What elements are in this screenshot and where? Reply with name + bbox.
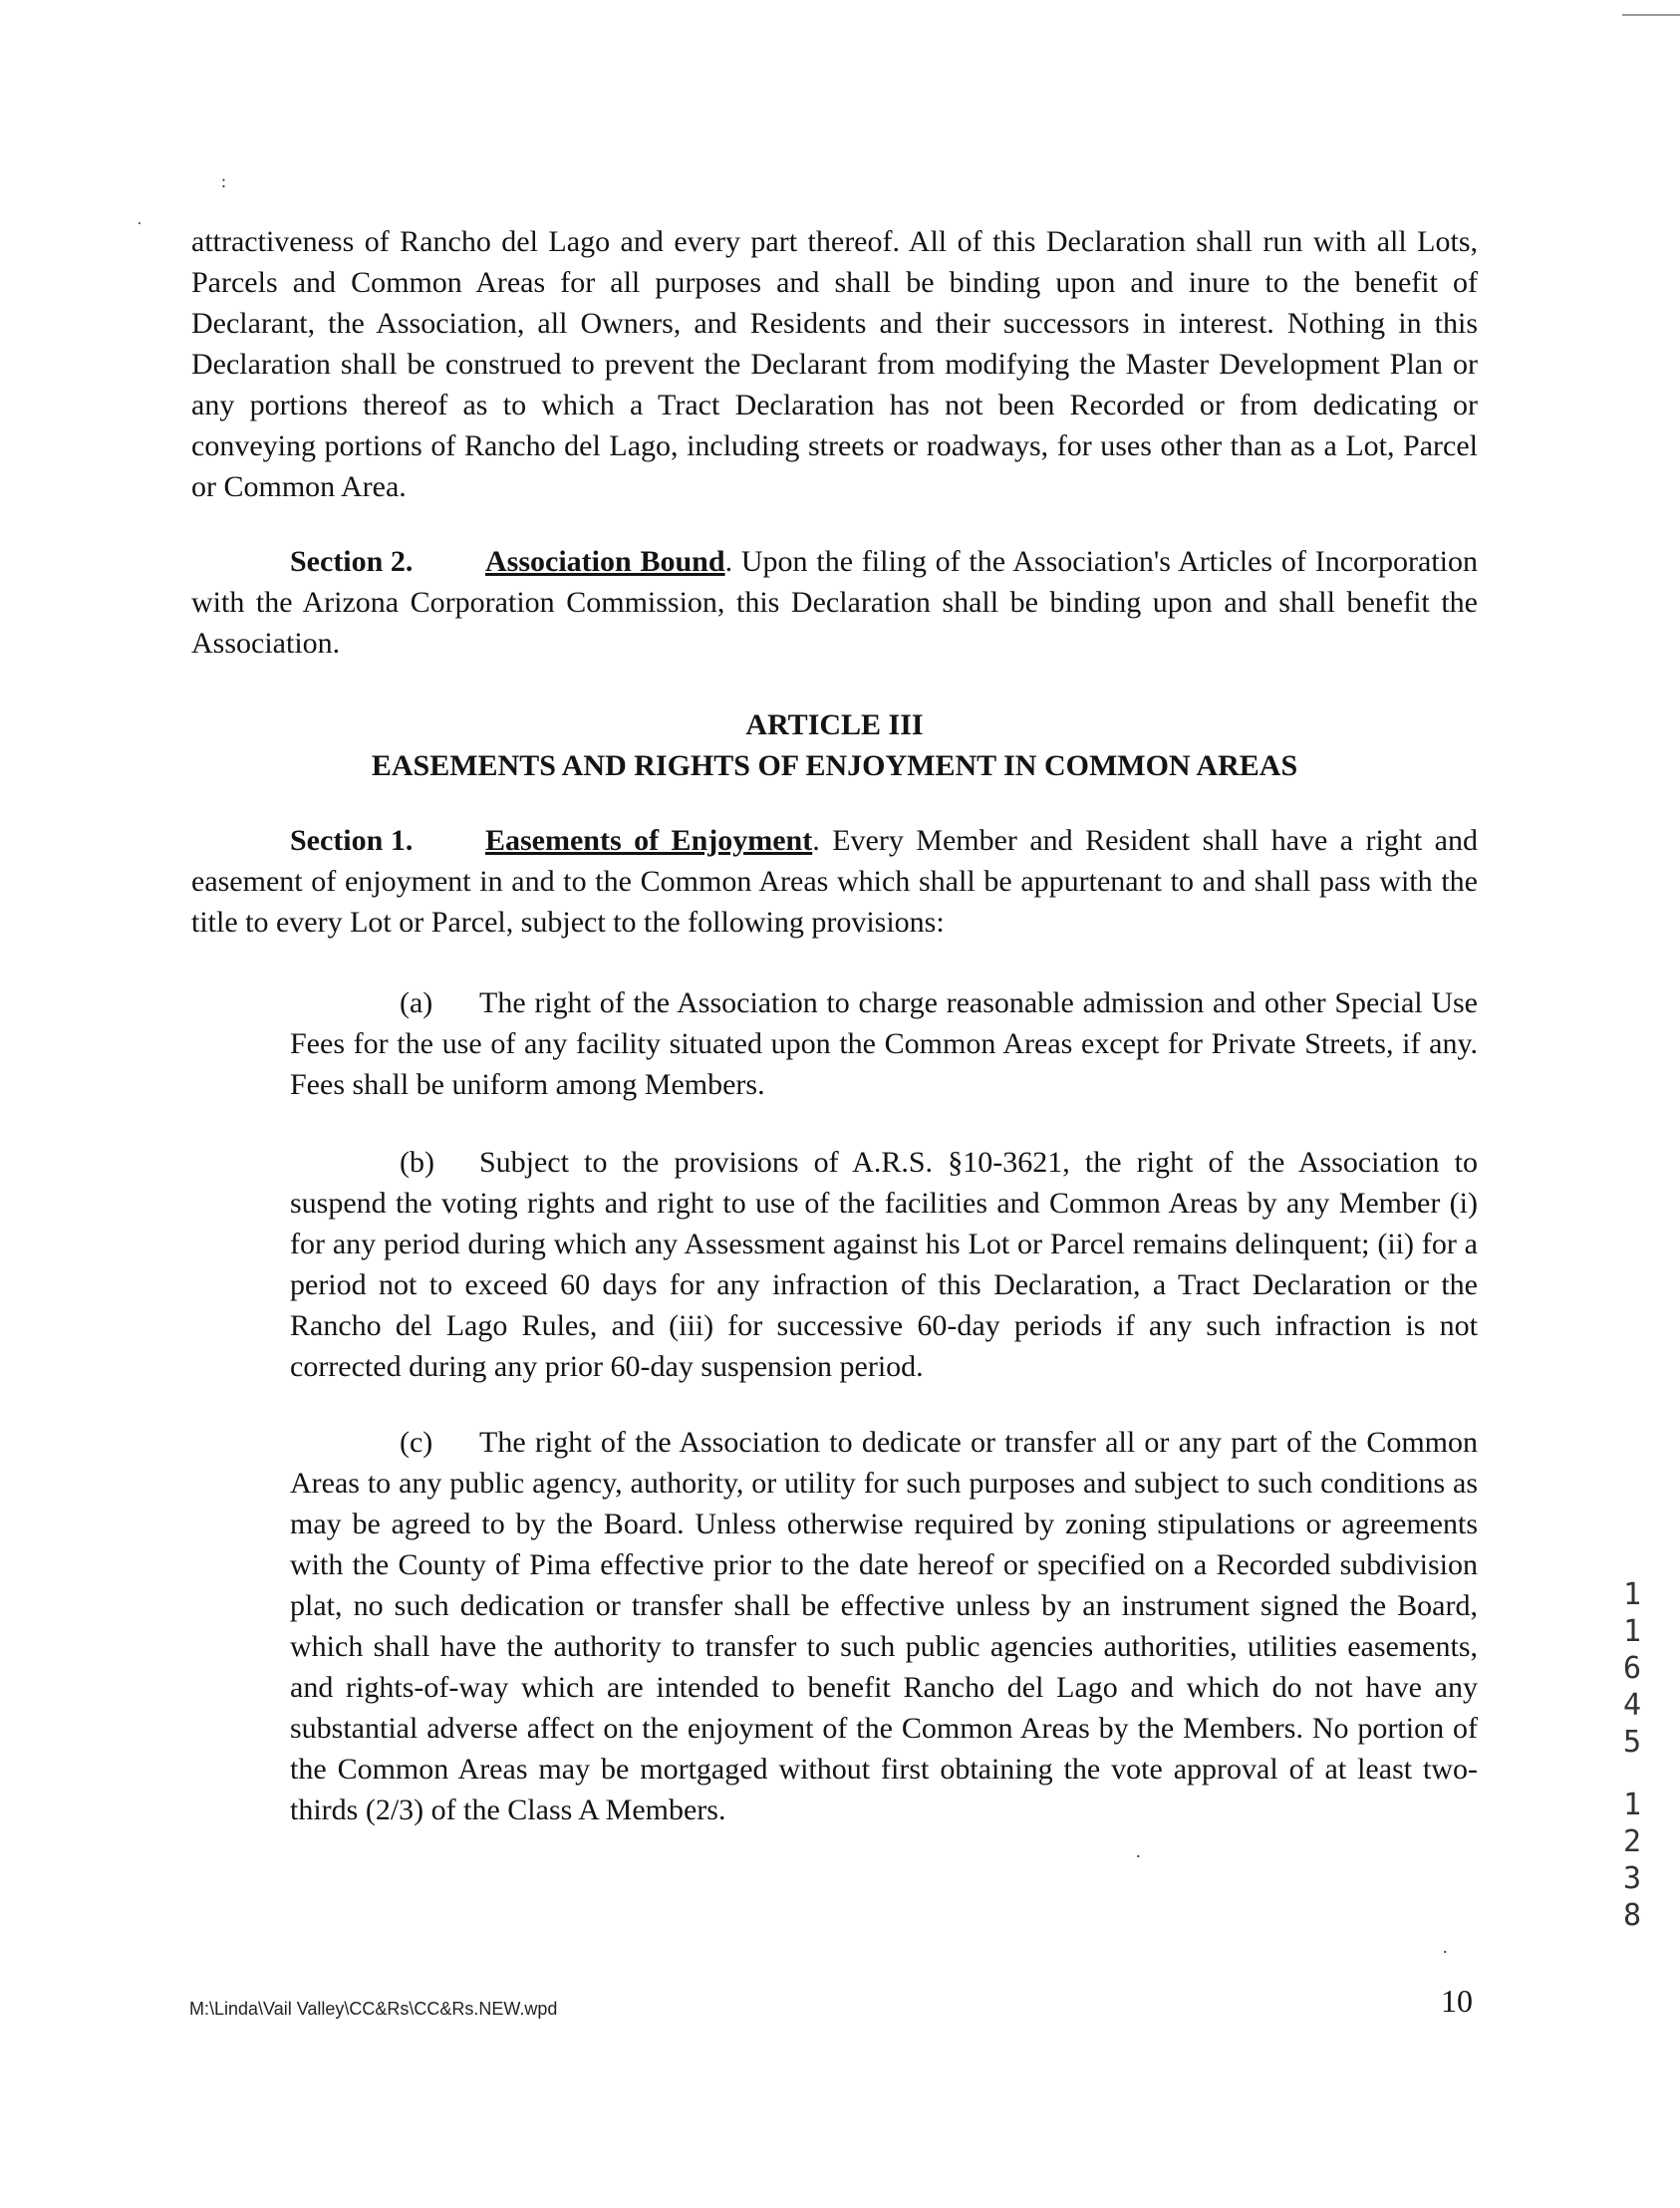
- stamp-digit: 2: [1622, 1824, 1642, 1859]
- section-1-number: Section 1.: [290, 824, 414, 857]
- section-1-title: Easements of Enjoyment: [485, 824, 813, 857]
- provision-a: [290, 982, 1478, 1105]
- scan-speck: .: [1136, 1841, 1141, 1861]
- paragraph-continuation: attractiveness of Rancho del Lago and every part thereof. All of this Declaration shall run with all Lots, Parcels and Common Areas for all purposes and shall be binding upon and inure to the benefit of Declarant, the Association, all Owners, and Residents and their successors in interest. Nothing in this Declaration shall be construed to prevent the Declarant from modifying the Master Development Plan or any portions thereof as to which a Tract Declaration has not been Recorded or from dedicating or conveying portions of Rancho del Lago, including streets or roadways, for uses other than as a Lot, Parcel or Common Area.: [191, 225, 1478, 503]
- top-edge-rule: [1622, 14, 1680, 16]
- recording-stamp: [1612, 1576, 1652, 1934]
- stamp-digit: 6: [1622, 1651, 1642, 1686]
- section-2-number: Section 2.: [290, 545, 414, 578]
- provision-label: (c): [400, 1426, 433, 1459]
- scan-speck: .: [1443, 1937, 1448, 1957]
- scan-speck: :: [221, 171, 227, 191]
- provision-c: [290, 1422, 1478, 1830]
- stamp-digit: 4: [1622, 1688, 1642, 1723]
- stamp-digit: 1: [1622, 1614, 1642, 1649]
- stamp-digit: 5: [1622, 1725, 1642, 1760]
- provision-label: (b): [400, 1146, 434, 1179]
- section-1-body: . Every Member and Resident shall have a right and easement of enjoyment in and to the Common Areas which shall be appurtenant to and shall pass with the title to every Lot or Parcel, subject to the following provisions:: [191, 824, 1478, 939]
- article-number: ARTICLE III: [745, 708, 924, 741]
- stamp-digit: 1: [1622, 1577, 1642, 1612]
- stamp-digit: 3: [1622, 1861, 1642, 1896]
- article-title: EASEMENTS AND RIGHTS OF ENJOYMENT IN COMMON AREAS: [371, 749, 1298, 782]
- stamp-digit: 8: [1622, 1898, 1642, 1933]
- page-number: 10: [1441, 1983, 1473, 2019]
- provision-text: The right of the Association to charge reasonable admission and other Special Use Fees for the use of any facility situated upon the Common Areas except for Private Streets, if any. Fees shall be uniform among Members.: [290, 986, 1478, 1101]
- scan-speck: .: [138, 211, 141, 228]
- section-2-body: . Upon the filing of the Association's Articles of Incorporation with the Arizona Corporation Commission, this Declaration shall be binding upon and shall benefit the Association.: [191, 545, 1478, 660]
- section-2-title: Association Bound: [485, 545, 725, 578]
- stamp-gap: [1612, 1761, 1652, 1787]
- footer-file-path: M:\Linda\Vail Valley\CC&Rs\CC&Rs.NEW.wpd: [189, 1999, 558, 2019]
- provision-b: [290, 1142, 1478, 1387]
- provision-label: (a): [400, 986, 433, 1019]
- provision-text: Subject to the provisions of A.R.S. §10-3621, the right of the Association to suspend the voting rights and right to use of the facilities and Common Areas by any Member (i) for any period during which any Assessment against his Lot or Parcel remains delinquent; (ii) for a period not to exceed 60 days for any infraction of this Declaration, a Tract Declaration or the Rancho del Lago Rules, and (iii) for successive 60-day periods if any such infraction is not corrected during any prior 60-day suspension period.: [290, 1146, 1478, 1383]
- section-2-paragraph: [191, 541, 1478, 664]
- section-1-paragraph: [191, 820, 1478, 943]
- provision-text: The right of the Association to dedicate or transfer all or any part of the Common Areas to any public agency, authority, or utility for such purposes and subject to such conditions as may be agreed to by the Board. Unless otherwise required by zoning stipulations or agreements with the County of Pima effective prior to the date hereof or specified on a Recorded subdivision plat, no such dedication or transfer shall be effective unless by an instrument signed the Board, which shall have the authority to transfer to such public agencies authorities, utilities easements, and rights-of-way which are intended to benefit Rancho del Lago and which do not have any substantial adverse affect on the enjoyment of the Common Areas by the Members. No portion of the Common Areas may be mortgaged without first obtaining the vote approval of at least two-thirds (2/3) of the Class A Members.: [290, 1426, 1478, 1826]
- stamp-digit: 1: [1622, 1788, 1642, 1822]
